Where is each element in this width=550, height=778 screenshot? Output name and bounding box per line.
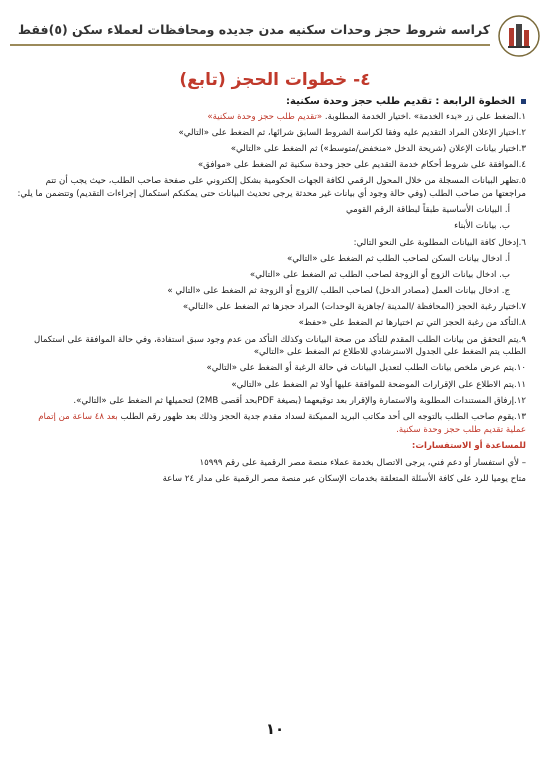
list-item <box>16 411 526 436</box>
sub-list-item: ب. بيانات الأبناء <box>454 221 510 232</box>
document-body <box>16 96 526 489</box>
list-item: ٢.اختيار الإعلان المراد التقديم عليه وفقا لكراسة الشروط السابق شرائها، ثم الضغط على «التالي» <box>178 127 526 138</box>
sub-list-item: أ. ادخال بيانات السكن لصاحب الطلب ثم الضغط على «التالي» <box>286 253 510 264</box>
help-line: متاح يوميا للرد على كافة الأسئلة المتعلقة بخدمات الإسكان عبر منصة مصر الرقمية على مدار ٢٤ ساعة <box>162 473 526 484</box>
list-item: ١٠.يتم عرض ملخص بيانات الطلب لتعديل البيانات في حالة الرغبة أو الضغط على «التالي» <box>206 363 526 374</box>
highlighted-text: «تقديم طلب حجز وحدة سكنية» <box>207 111 323 122</box>
sub-list-item: ج. ادخال بيانات العمل (مصادر الدخل) لصاحب الطلب /الزوج أو الزوجة ثم الضغط على «التالي » <box>167 286 510 297</box>
section-title: ٤- خطوات الحجز (تابع) <box>179 70 371 90</box>
step-heading <box>16 96 526 109</box>
square-bullet-icon <box>521 99 526 104</box>
document-header-title: كراسه شروط حجز وحدات سكنيه مدن جديده ومحافظات لعملاء سكن (٥)فقط <box>18 22 490 37</box>
help-heading: للمساعدة أو الاستفسارات: <box>411 441 526 452</box>
header-divider <box>10 44 490 46</box>
help-line: – لأي استفسار أو دعم فني، يرجى الاتصال بخدمة عملاء منصة مصر الرقمية على رقم ١٥٩٩٩ <box>199 457 526 468</box>
list-item <box>16 111 526 124</box>
page-header <box>0 14 550 60</box>
list-item: ٥.تظهر البيانات المسجلة من خلال المحول الرقمي لكافة الجهات الحكومية بشكل إلكتروني على صفحة صاحب الطلب، حيث يجب أن تتم مراجعتها من صاحب الطلب (وفي حالة وجود أي بيانات غير محدثة يرجى تحديث البيانات حتى يمكنكم استكمال إجراءات التقديم) وتتضمن ما يلي: <box>17 176 526 199</box>
page-number: ١٠ <box>265 720 285 738</box>
list-item: ١٢.إرفاق المستندات المطلوبة والاستمارة والإقرار بعد توقيعهما (بصيغة PDFبحد أقصى 2MB) لتحميلها ثم الضغط على «التالي». <box>73 395 526 406</box>
ministry-logo <box>496 14 542 58</box>
list-item: ٩.يتم التحقق من بيانات الطلب المقدم للتأكد من صحة البيانات وكذلك التأكد من عدم وجود سبق استفادة، وفي حالة الموافقة على استكمال الطلب يتم الضغط على الجدول الاسترشادي للاطلاع ثم الضغط على «التالي» <box>33 334 526 358</box>
step-heading-text: الخطوة الرابعة : تقديم طلب حجز وحدة سكنية: <box>286 96 515 107</box>
list-item: ٣.اختيار بيانات الإعلان (شريحة الدخل «منخفض/متوسط») ثم الضغط على «التالي» <box>230 143 526 154</box>
item-text: ١.الضغط على زر «بدء الخدمة» .اختيار الخدمة المطلوبة. <box>322 111 526 122</box>
list-item: ٤.الموافقة على شروط أحكام خدمة التقديم على حجز وحدة سكنية ثم الضغط على «موافق» <box>197 160 526 171</box>
sub-list-item: ب. ادخال بيانات الزوج أو الزوجة لصاحب الطلب ثم الضغط على «التالي» <box>249 269 510 280</box>
list-item: ٨.التأكد من رغبة الحجز التي تم اختيارها ثم الضغط على «حفظ» <box>298 318 526 329</box>
list-item: ٦.إدخال كافة البيانات المطلوبة على النحو التالي: <box>353 237 526 248</box>
highlighted-text: بعد ٤٨ ساعة من إتمام عملية تقديم طلب حجز وحدة سكنية. <box>38 411 526 435</box>
item-text: ١٣.يقوم صاحب الطلب بالتوجه الى أحد مكاتب البريد المميكنة لسداد مقدم جدية الحجز وذلك بعد ظهور رقم الطلب <box>117 411 526 422</box>
sub-list-item: أ. البيانات الأساسية طبقاً لبطاقة الرقم القومي <box>345 205 510 216</box>
list-item: ٧.اختيار رغبة الحجز (المحافظة /المدينة /جاهزية الوحدات) المراد حجزها ثم الضغط على «التالي» <box>182 302 526 313</box>
list-item: ١١.يتم الاطلاع على الإقرارات الموضحة للموافقة عليها أولا ثم الضغط على «التالي» <box>231 379 526 390</box>
